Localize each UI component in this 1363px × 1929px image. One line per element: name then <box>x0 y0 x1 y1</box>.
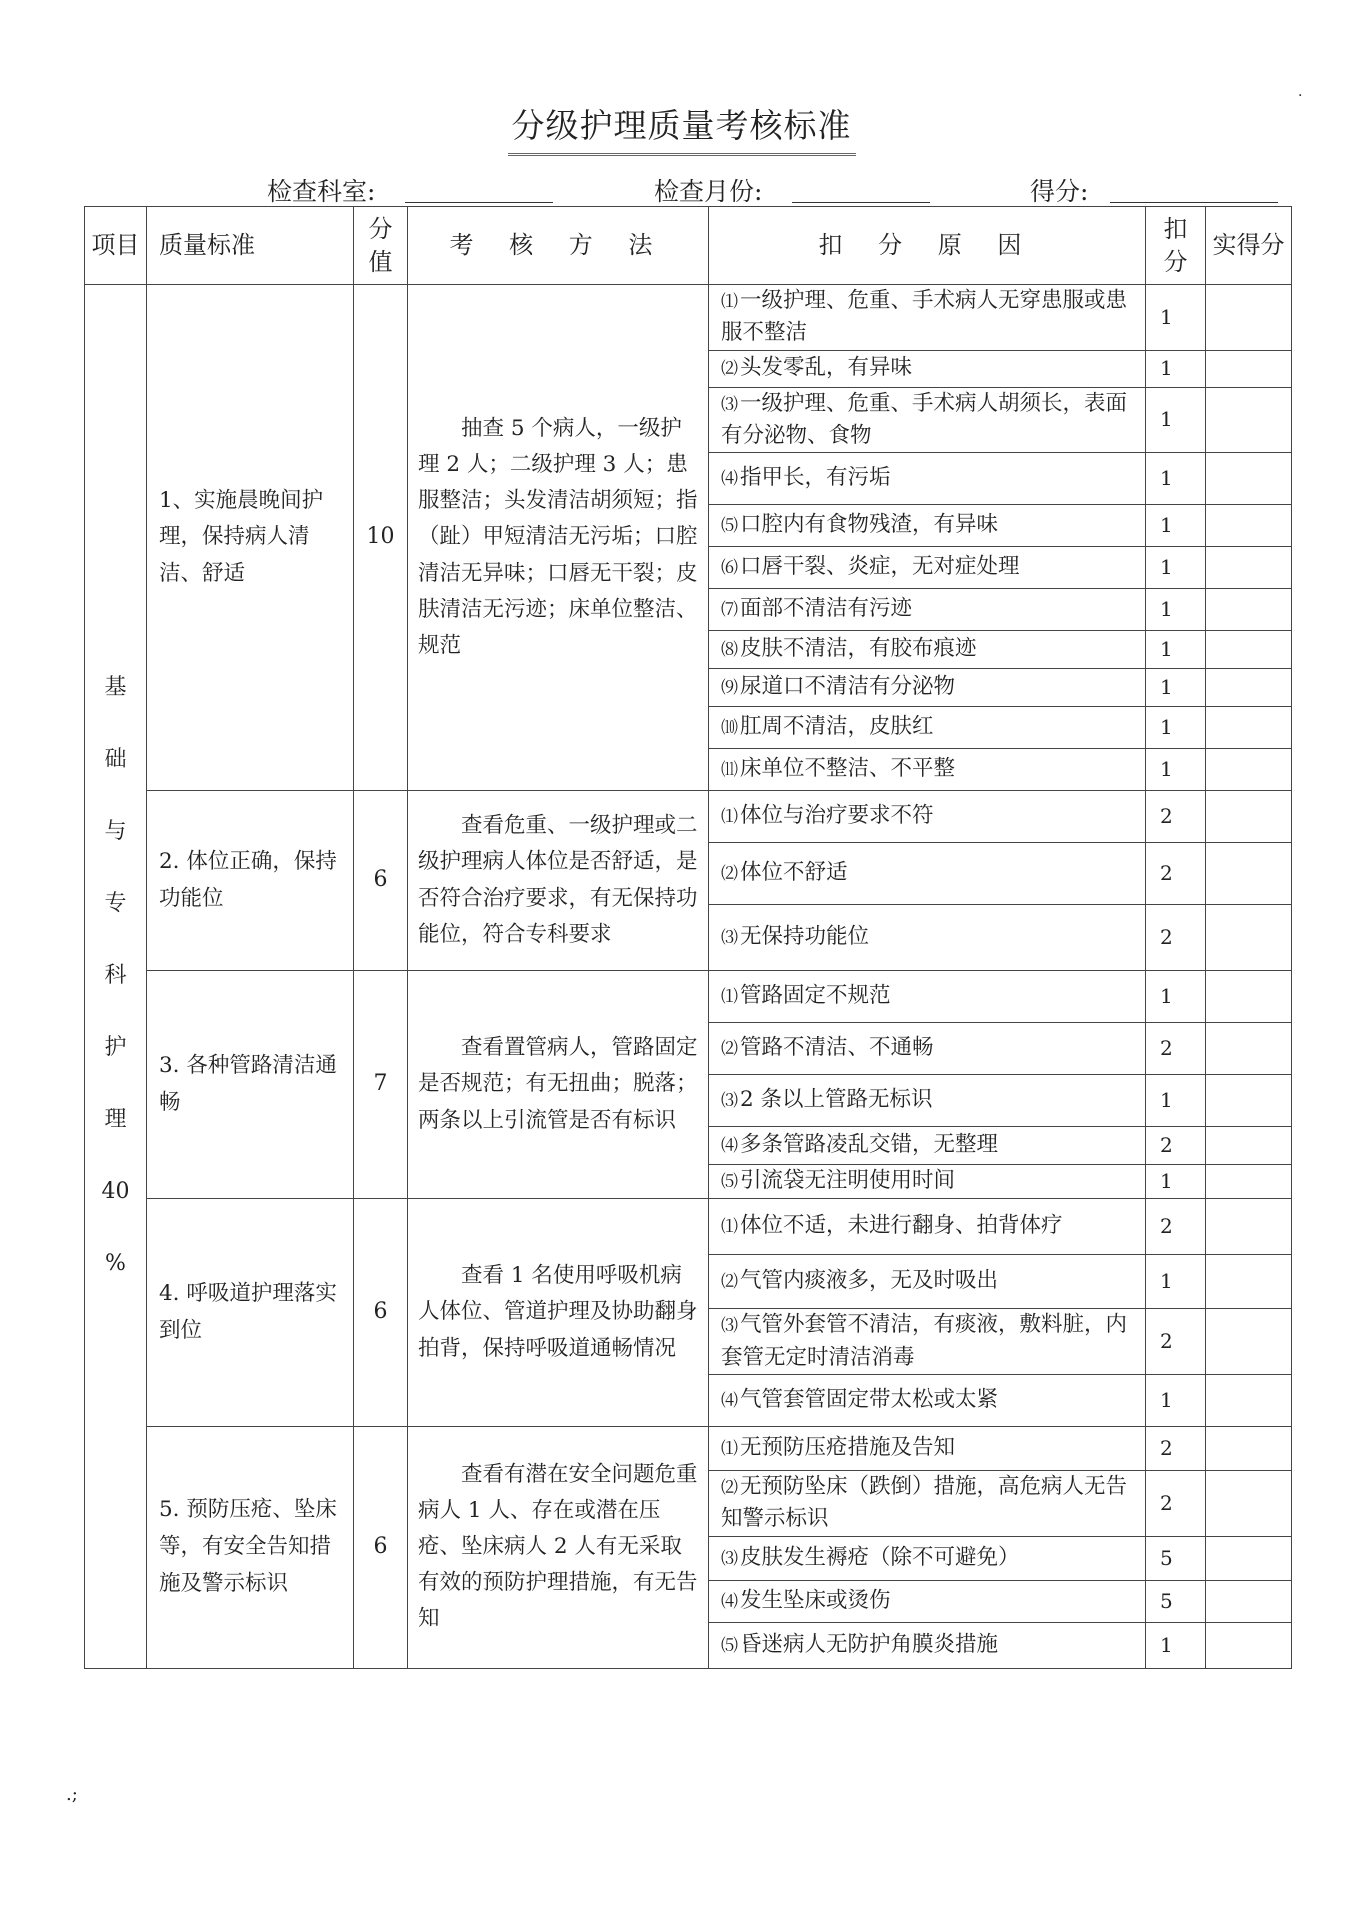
title-wrap <box>0 100 1363 156</box>
actual-score-cell[interactable] <box>1206 1622 1292 1668</box>
quality-standard: 5. 预防压疮、坠床等，有安全告知措施及警示标识 <box>147 1427 354 1669</box>
deduction-reason <box>709 1471 1146 1537</box>
reason-number: ⑵ <box>721 359 738 380</box>
header-actual: 实得分 <box>1206 207 1292 285</box>
reason-text: 一级护理、危重、手术病人胡须长，表面有分泌物、食物 <box>721 390 1128 448</box>
score-value: 7 <box>354 971 408 1199</box>
reason-text: 一级护理、危重、手术病人无穿患服或患服不整洁 <box>721 288 1128 346</box>
deduction-reason <box>709 843 1146 905</box>
actual-score-cell[interactable] <box>1206 1375 1292 1427</box>
actual-score-cell[interactable] <box>1206 669 1292 707</box>
deduction-points: 1 <box>1146 1622 1206 1668</box>
reason-text: 无保持功能位 <box>740 924 870 950</box>
deduction-points: 1 <box>1146 669 1206 707</box>
reason-text: 床单位不整洁、不平整 <box>740 756 956 782</box>
actual-score-cell[interactable] <box>1206 285 1292 351</box>
deduction-reason <box>709 905 1146 971</box>
deduction-reason <box>709 1199 1146 1255</box>
dept-input-line[interactable] <box>405 202 553 203</box>
deduction-points: 2 <box>1146 1127 1206 1165</box>
reason-text: 肛周不清洁，皮肤红 <box>740 714 934 740</box>
assessment-method: 抽查 5 个病人，一级护理 2 人；二级护理 3 人；患服整洁；头发清洁胡须短；指（趾）甲短清洁无污垢；口腔清洁无异味；口唇无干裂；皮肤清洁无污迹；床单位整洁、规范 <box>408 285 709 791</box>
reason-number: ⑴ <box>721 987 738 1008</box>
deduction-reason <box>709 1536 1146 1580</box>
table-row <box>85 285 1292 351</box>
deduction-reason <box>709 1255 1146 1309</box>
header-standard: 质量标准 <box>147 207 354 285</box>
quality-standard: 3. 各种管路清洁通畅 <box>147 971 354 1199</box>
reason-number: ⑴ <box>721 1217 738 1238</box>
table-row <box>85 791 1292 843</box>
score-input-line[interactable] <box>1110 202 1278 203</box>
category-char: 护 <box>104 1035 127 1061</box>
category-char: 科 <box>104 963 127 989</box>
reason-number: ⑸ <box>721 516 738 537</box>
actual-score-cell[interactable] <box>1206 1165 1292 1199</box>
deduction-points: 1 <box>1146 285 1206 351</box>
score-value: 10 <box>354 285 408 791</box>
actual-score-cell[interactable] <box>1206 631 1292 669</box>
deduction-reason <box>709 285 1146 351</box>
deduction-points: 1 <box>1146 749 1206 791</box>
header-reason: 扣 分 原 因 <box>709 207 1146 285</box>
reason-text: 引流袋无注明使用时间 <box>740 1168 956 1194</box>
actual-score-cell[interactable] <box>1206 905 1292 971</box>
reason-text: 发生坠床或烫伤 <box>740 1587 891 1613</box>
assessment-method: 查看 1 名使用呼吸机病人体位、管道护理及协助翻身拍背，保持呼吸道通畅情况 <box>408 1199 709 1427</box>
reason-number: ⑶ <box>721 1316 738 1337</box>
category-char: 基 <box>104 675 127 701</box>
month-label: 检查月份: <box>654 177 763 206</box>
quality-standard: 1、实施晨晚间护理，保持病人清洁、舒适 <box>147 285 354 791</box>
assessment-table <box>84 206 1292 1669</box>
deduction-reason <box>709 749 1146 791</box>
reason-number: ⑷ <box>721 1136 738 1157</box>
assessment-method: 查看危重、一级护理或二级护理病人体位是否舒适，是否符合治疗要求，有无保持功能位，符合专科要求 <box>408 791 709 971</box>
deduction-points: 1 <box>1146 1375 1206 1427</box>
quality-standard: 4. 呼吸道护理落实到位 <box>147 1199 354 1427</box>
actual-score-cell[interactable] <box>1206 1427 1292 1471</box>
deduction-reason <box>709 453 1146 505</box>
deduction-points: 2 <box>1146 843 1206 905</box>
deduction-points: 5 <box>1146 1580 1206 1622</box>
reason-number: ⑴ <box>721 1439 738 1460</box>
score-value: 6 <box>354 791 408 971</box>
reason-text: 皮肤不清洁，有胶布痕迹 <box>740 636 977 662</box>
deduction-reason <box>709 547 1146 589</box>
reason-text: 口唇干裂、炎症，无对症处理 <box>740 554 1020 580</box>
reason-text: 气管外套管不清洁，有痰液，敷料脏，内套管无定时清洁消毒 <box>721 1312 1128 1370</box>
quality-standard: 2. 体位正确，保持功能位 <box>147 791 354 971</box>
reason-text: 尿道口不清洁有分泌物 <box>740 674 956 700</box>
category-char: 专 <box>104 891 127 917</box>
reason-text: 指甲长，有污垢 <box>740 465 891 491</box>
actual-score-cell[interactable] <box>1206 589 1292 631</box>
category-char: 础 <box>104 747 127 773</box>
deduction-points: 2 <box>1146 1471 1206 1537</box>
deduction-points: 1 <box>1146 505 1206 547</box>
reason-text: 无预防坠床（跌倒）措施，高危病人无告知警示标识 <box>721 1474 1128 1532</box>
reason-text: 2 条以上管路无标识 <box>740 1087 933 1113</box>
actual-score-cell[interactable] <box>1206 749 1292 791</box>
footer-mark: .; <box>66 1784 78 1805</box>
actual-score-cell[interactable] <box>1206 387 1292 453</box>
deduction-reason <box>709 971 1146 1023</box>
reason-text: 体位与治疗要求不符 <box>740 803 934 829</box>
reason-number: ⑾ <box>721 760 738 781</box>
reason-number: ⑺ <box>721 600 738 621</box>
reason-number: ⑵ <box>721 1272 738 1293</box>
deduction-points: 1 <box>1146 707 1206 749</box>
reason-number: ⑽ <box>721 718 738 739</box>
deduction-reason <box>709 791 1146 843</box>
score-value: 6 <box>354 1427 408 1669</box>
deduction-points: 1 <box>1146 350 1206 387</box>
deduction-reason <box>709 1375 1146 1427</box>
actual-score-cell[interactable] <box>1206 791 1292 843</box>
deduction-reason <box>709 505 1146 547</box>
deduction-points: 2 <box>1146 1309 1206 1375</box>
reason-number: ⑸ <box>721 1635 738 1656</box>
reason-text: 体位不适，未进行翻身、拍背体疗 <box>740 1213 1063 1239</box>
actual-score-cell[interactable] <box>1206 1199 1292 1255</box>
reason-number: ⑹ <box>721 558 738 579</box>
reason-number: ⑶ <box>721 394 738 415</box>
deduction-reason <box>709 1075 1146 1127</box>
reason-text: 面部不清洁有污迹 <box>740 596 913 622</box>
actual-score-cell[interactable] <box>1206 707 1292 749</box>
deduction-reason <box>709 1427 1146 1471</box>
deduction-points: 2 <box>1146 905 1206 971</box>
header-score: 分值 <box>354 207 408 285</box>
category-char: % <box>105 1251 126 1277</box>
actual-score-cell[interactable] <box>1206 1023 1292 1075</box>
deduction-points: 5 <box>1146 1536 1206 1580</box>
reason-number: ⑶ <box>721 1548 738 1569</box>
deduction-reason <box>709 1309 1146 1375</box>
deduction-points: 1 <box>1146 1075 1206 1127</box>
deduction-reason <box>709 350 1146 387</box>
reason-text: 体位不舒适 <box>740 860 848 886</box>
deduction-points: 2 <box>1146 1427 1206 1471</box>
reason-number: ⑻ <box>721 640 738 661</box>
deduction-reason <box>709 631 1146 669</box>
reason-number: ⑶ <box>721 1091 738 1112</box>
reason-text: 口腔内有食物残渣，有异味 <box>740 512 999 538</box>
deduction-points: 1 <box>1146 453 1206 505</box>
deduction-points: 1 <box>1146 387 1206 453</box>
reason-text: 多条管路凌乱交错，无整理 <box>740 1132 999 1158</box>
header-row <box>85 207 1292 285</box>
actual-score-cell[interactable] <box>1206 1309 1292 1375</box>
reason-text: 昏迷病人无防护角膜炎措施 <box>740 1631 999 1657</box>
reason-text: 皮肤发生褥疮（除不可避免） <box>740 1544 1020 1570</box>
page-title: 分级护理质量考核标准 <box>508 100 856 156</box>
deduction-reason <box>709 1580 1146 1622</box>
reason-number: ⑶ <box>721 928 738 949</box>
deduction-reason <box>709 589 1146 631</box>
reason-number: ⑼ <box>721 678 738 699</box>
category-char: 与 <box>104 819 127 845</box>
header-item: 项目 <box>85 207 147 285</box>
assessment-method: 查看有潜在安全问题危重病人 1 人、存在或潜在压疮、坠床病人 2 人有无采取有效的预防护理措施，有无告知 <box>408 1427 709 1669</box>
reason-text: 头发零乱，有异味 <box>740 355 913 381</box>
deduction-reason <box>709 1165 1146 1199</box>
dept-label: 检查科室: <box>267 177 376 206</box>
reason-number: ⑵ <box>721 1478 738 1498</box>
reason-number: ⑵ <box>721 864 738 885</box>
reason-number: ⑷ <box>721 469 738 490</box>
deduction-points: 2 <box>1146 791 1206 843</box>
reason-text: 气管内痰液多，无及时吸出 <box>740 1268 999 1294</box>
corner-mark: . <box>1298 84 1303 100</box>
assessment-method: 查看置管病人，管路固定是否规范；有无扭曲；脱落；两条以上引流管是否有标识 <box>408 971 709 1199</box>
actual-score-cell[interactable] <box>1206 350 1292 387</box>
reason-number: ⑴ <box>721 292 738 312</box>
actual-score-cell[interactable] <box>1206 453 1292 505</box>
reason-text: 无预防压疮措施及告知 <box>740 1435 956 1461</box>
deduction-points: 2 <box>1146 1023 1206 1075</box>
actual-score-cell[interactable] <box>1206 505 1292 547</box>
deduction-points: 1 <box>1146 1255 1206 1309</box>
actual-score-cell[interactable] <box>1206 1127 1292 1165</box>
deduction-reason <box>709 1127 1146 1165</box>
month-input-line[interactable] <box>792 202 930 203</box>
actual-score-cell[interactable] <box>1206 843 1292 905</box>
deduction-points: 1 <box>1146 631 1206 669</box>
actual-score-cell[interactable] <box>1206 1471 1292 1537</box>
deduction-reason <box>709 387 1146 453</box>
category-char: 40 <box>101 1179 130 1205</box>
reason-number: ⑸ <box>721 1172 738 1193</box>
table-row <box>85 971 1292 1023</box>
category-char: 理 <box>104 1107 127 1133</box>
header-deduct: 扣分 <box>1146 207 1206 285</box>
score-label: 得分: <box>1030 177 1089 206</box>
deduction-points: 1 <box>1146 589 1206 631</box>
actual-score-cell[interactable] <box>1206 1580 1292 1622</box>
header-method: 考 核 方 法 <box>408 207 709 285</box>
actual-score-cell[interactable] <box>1206 1255 1292 1309</box>
category-cell <box>85 285 147 1669</box>
deduction-reason <box>709 1622 1146 1668</box>
actual-score-cell[interactable] <box>1206 971 1292 1023</box>
reason-text: 气管套管固定带太松或太紧 <box>740 1387 999 1413</box>
reason-number: ⑷ <box>721 1391 738 1412</box>
reason-number: ⑷ <box>721 1591 738 1612</box>
actual-score-cell[interactable] <box>1206 1075 1292 1127</box>
table-row <box>85 1199 1292 1255</box>
actual-score-cell[interactable] <box>1206 1536 1292 1580</box>
deduction-reason <box>709 1023 1146 1075</box>
header-fields <box>0 172 1363 208</box>
reason-text: 管路固定不规范 <box>740 983 891 1009</box>
reason-number: ⑴ <box>721 807 738 828</box>
deduction-reason <box>709 707 1146 749</box>
reason-text: 管路不清洁、不通畅 <box>740 1035 934 1061</box>
reason-number: ⑵ <box>721 1039 738 1060</box>
table-row <box>85 1427 1292 1471</box>
actual-score-cell[interactable] <box>1206 547 1292 589</box>
deduction-points: 1 <box>1146 971 1206 1023</box>
deduction-reason <box>709 669 1146 707</box>
deduction-points: 1 <box>1146 547 1206 589</box>
deduction-points: 1 <box>1146 1165 1206 1199</box>
deduction-points: 2 <box>1146 1199 1206 1255</box>
score-value: 6 <box>354 1199 408 1427</box>
